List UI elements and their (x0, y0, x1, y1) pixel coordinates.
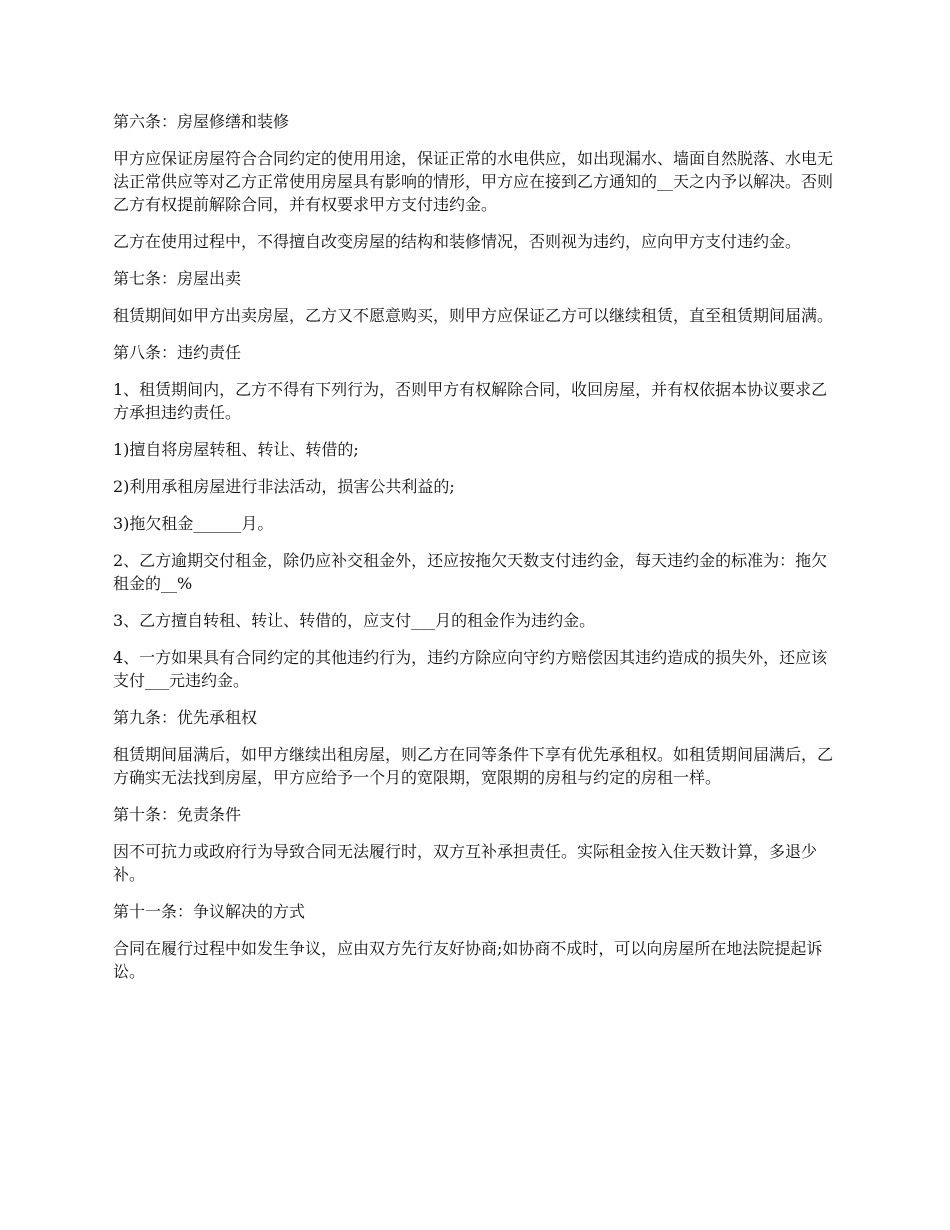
document-body (113, 110, 843, 997)
article-6-heading: 第六条：房屋修缮和装修 (113, 112, 290, 131)
article-8-clause-3: 3、乙方擅自转租、转让、转借的，应支付___月的租金作为违约金。 (113, 611, 596, 630)
article-8-clause-1: 1、租赁期间内，乙方不得有下列行为，否则甲方有权解除合同，收回房屋，并有权依据本协议要求乙方承担违约责任。 (113, 380, 828, 422)
article-7-heading: 第七条：房屋出卖 (113, 269, 242, 288)
article-11-paragraph-1: 合同在履行过程中如发生争议，应由双方先行友好协商;如协商不成时，可以向房屋所在地法院提起诉讼。 (113, 939, 823, 981)
article-8-item-3: 3)拖欠租金______月。 (113, 514, 274, 533)
article-8-clause-4: 4、一方如果具有合同约定的其他违约行为，违约方除应向守约方赔偿因其违约造成的损失外，还应该支付___元违约金。 (113, 648, 828, 690)
article-9-paragraph-1: 租赁期间届满后，如甲方继续出租房屋，则乙方在同等条件下享有优先承租权。如租赁期间届满后，乙方确实无法找到房屋，甲方应给予一个月的宽限期，宽限期的房租与约定的房租一样。 (113, 745, 834, 787)
article-10-heading: 第十条：免责条件 (113, 805, 242, 824)
article-8-heading: 第八条：违约责任 (113, 343, 242, 362)
article-6-paragraph-1: 甲方应保证房屋符合合同约定的使用用途，保证正常的水电供应，如出现漏水、墙面自然脱落、水电无法正常供应等对乙方正常使用房屋具有影响的情形，甲方应在接到乙方通知的__天之内予以解决。否则乙方有权提前解除合同，并有权要求甲方支付违约金。 (113, 149, 834, 214)
article-8-item-1: 1)擅自将房屋转租、转让、转借的; (113, 440, 359, 459)
article-11-heading: 第十一条：争议解决的方式 (113, 902, 306, 921)
article-9-heading: 第九条：优先承租权 (113, 708, 258, 727)
article-7-paragraph-1: 租赁期间如甲方出卖房屋，乙方又不愿意购买，则甲方应保证乙方可以继续租赁，直至租赁期间届满。 (113, 306, 834, 325)
article-10-paragraph-1: 因不可抗力或政府行为导致合同无法履行时，双方互补承担责任。实际租金按入住天数计算，多退少补。 (113, 842, 818, 884)
article-8-item-2: 2)利用承租房屋进行非法活动，损害公共利益的; (113, 477, 455, 496)
article-8-clause-2: 2、乙方逾期交付租金，除仍应补交租金外，还应按拖欠天数支付违约金，每天违约金的标准为：拖欠租金的__% (113, 551, 828, 593)
article-6-paragraph-2: 乙方在使用过程中，不得擅自改变房屋的结构和装修情况，否则视为违约，应向甲方支付违约金。 (113, 232, 802, 251)
